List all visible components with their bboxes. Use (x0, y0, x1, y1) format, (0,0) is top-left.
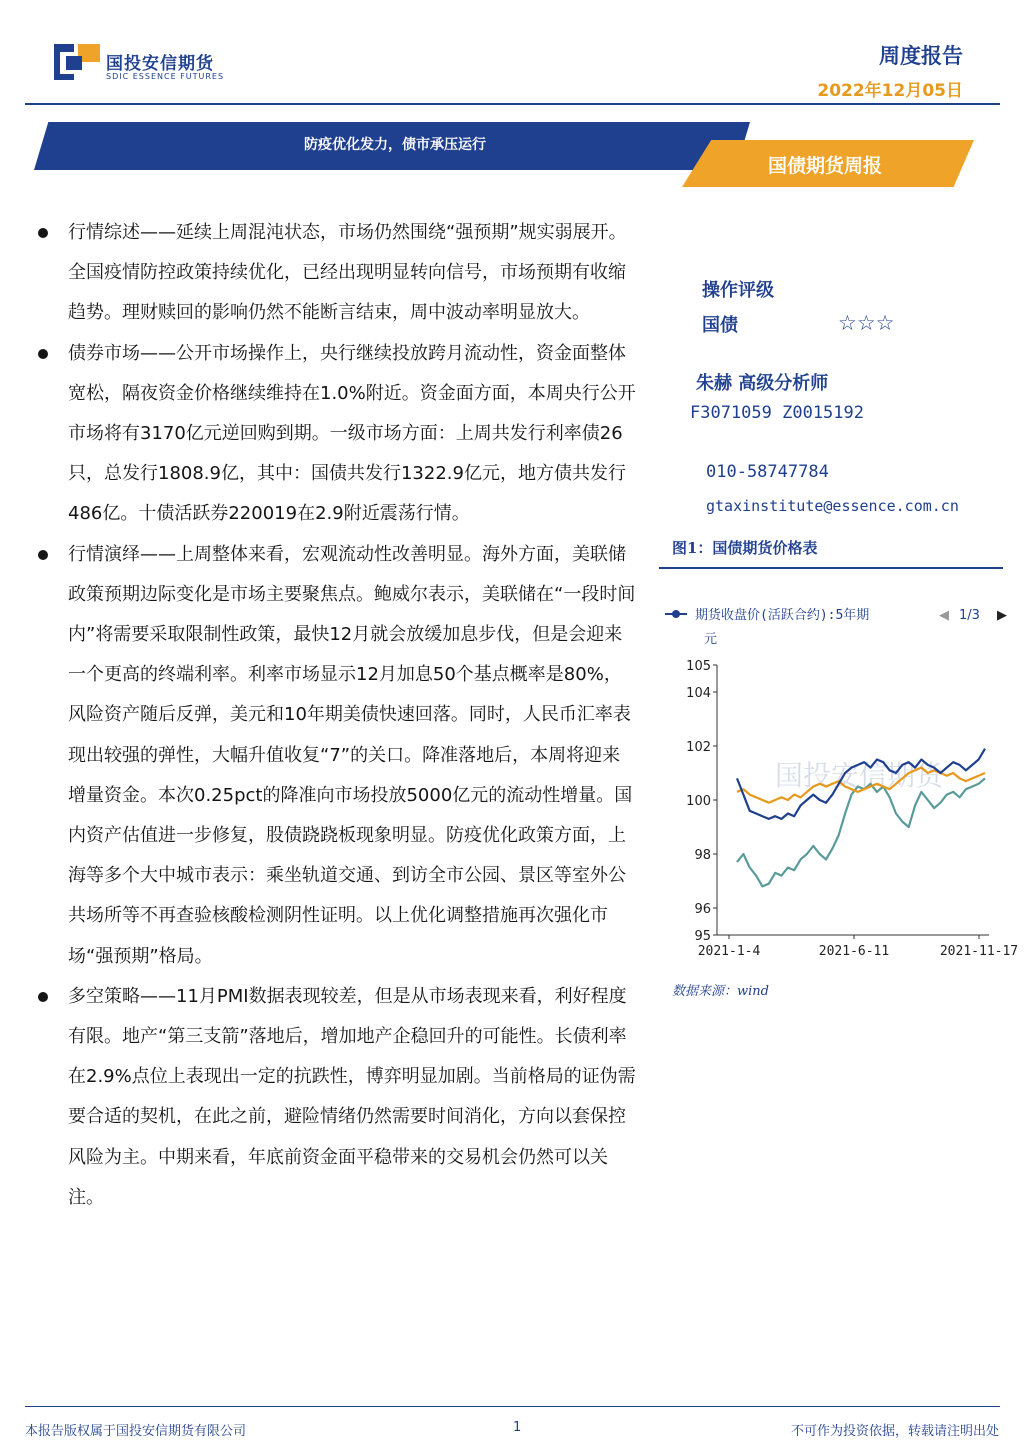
page-number: 1 (513, 1420, 522, 1435)
rating-stars: ☆☆☆ (838, 311, 895, 335)
y-tick-label: 105 (686, 659, 711, 674)
report-date: 2022年12月05日 (817, 81, 963, 101)
company-name-cn: 国投安信期货 (106, 54, 214, 74)
legend-label: 期货收盘价(活跃合约):5年期 (695, 608, 870, 623)
paragraph-strategy: 多空策略——11月PMI数据表现较差，但是从市场表现来看，利好程度有限。地产“第三支箭”落地后，增加地产企稳回升的可能性。长债利率在2.9%点位上表现出一定的抗跌性，博弈明显加剧。当前格局的证伪需要合适的契机，在此之前，避险情绪仍然需要时间消化，方向以套保控风险为主。中期来看，年底前资金面平稳带来的交易机会仍然可以关注。 (36, 977, 636, 1218)
analyst-license: F3071059 Z0015192 (690, 403, 864, 423)
rating-label: 操作评级 (702, 280, 774, 301)
header-divider (25, 103, 1000, 105)
y-tick-label: 98 (694, 848, 711, 863)
contact-phone: 010-58747784 (706, 462, 829, 482)
figure-divider (659, 567, 1003, 569)
analyst-name: 朱赫 高级分析师 (696, 373, 829, 394)
banner-title: 防疫优化发力，债市承压运行 (304, 137, 486, 153)
series-line-2 (737, 778, 985, 886)
legend-unit: 元 (704, 632, 718, 647)
banner-subtitle: 国债期货周报 (767, 155, 882, 177)
chart-axes (686, 659, 1018, 959)
x-tick-label: 2021-11-17 (939, 944, 1019, 959)
company-name-en: SDIC ESSENCE FUTURES (106, 72, 225, 81)
paragraph-market-overview: 行情综述——延续上周混沌状态，市场仍然围绕“强预期”规实弱展开。全国疫情防控政策持续优化，已经出现明显转向信号，市场预期有收缩趋势。理财赎回的影响仍然不能断言结束，周中波动率明显放大。 (36, 213, 636, 334)
report-body (36, 213, 636, 1218)
legend-marker-icon (672, 610, 680, 618)
y-tick-label: 100 (686, 794, 711, 809)
paragraph-market-dynamics: 行情演绎——上周整体来看，宏观流动性改善明显。海外方面，美联储政策预期边际变化是市场主要聚焦点。鲍威尔表示，美联储在“一段时间内”将需要采取限制性政策，最快12月就会放缓加息步伐，但是会迎来一个更高的终端利率。利率市场显示12月加息50个基点概率是80%，风险资产随后反弹，美元和10年期美债快速回落。同时，人民币汇率表现出较强的弹性，大幅升值收复“7”的关口。降准落地后，本周将迎来增量资金。本次0.25pct的降准向市场投放5000亿元的流动性增量。国内资产估值进一步修复，股债跷跷板现象明显。防疫优化政策方面，上海等多个大中城市表示：乘坐轨道交通、到访全市公园、景区等室外公共场所等不再查验核酸检测阴性证明。以上优化调整措施再次强化市场“强预期”格局。 (36, 535, 636, 977)
chart-watermark: 国投安信期货 (774, 759, 944, 792)
next-page-icon[interactable]: ▶ (997, 608, 1007, 623)
rating-item: 国债 (702, 315, 738, 336)
bullet-icon (38, 228, 48, 238)
x-tick-label: 2021-6-11 (818, 944, 890, 959)
bullet-icon (38, 550, 48, 560)
paragraph-bond-market: 债券市场——公开市场操作上，央行继续投放跨月流动性，资金面整体宽松，隔夜资金价格继续维持在1.0%附近。资金面方面，本周央行公开市场将有3170亿元逆回购到期。一级市场方面：上周共发行利率债26只，总发行1808.9亿，其中：国债共发行1322.9亿元，地方债共发行486亿。十债活跃券220019在2.9附近震荡行情。 (36, 334, 636, 535)
bullet-icon (38, 349, 48, 359)
futures-price-chart (659, 595, 1025, 970)
prev-page-icon[interactable]: ◀ (939, 608, 949, 623)
y-tick-label: 102 (686, 740, 711, 755)
y-tick-label: 95 (694, 929, 711, 944)
y-tick-label: 96 (694, 902, 711, 917)
company-logo-icon (54, 44, 100, 80)
figure-title: 图1：国债期货价格表 (672, 539, 818, 557)
bullet-icon (38, 992, 48, 1002)
footer-disclaimer: 不可作为投资依据，转载请注明出处 (790, 1424, 999, 1439)
data-source: 数据来源：wind (672, 984, 769, 999)
report-type: 周度报告 (879, 44, 963, 68)
chart-legend (665, 607, 1007, 647)
legend-pager: 1/3 (959, 608, 980, 623)
x-tick-label: 2021-1-4 (697, 944, 761, 959)
y-tick-label: 104 (686, 686, 711, 701)
footer-copyright: 本报告版权属于国投安信期货有限公司 (25, 1424, 247, 1439)
footer-divider (25, 1406, 1000, 1407)
contact-email: gtaxinstitute@essence.com.cn (706, 497, 959, 515)
